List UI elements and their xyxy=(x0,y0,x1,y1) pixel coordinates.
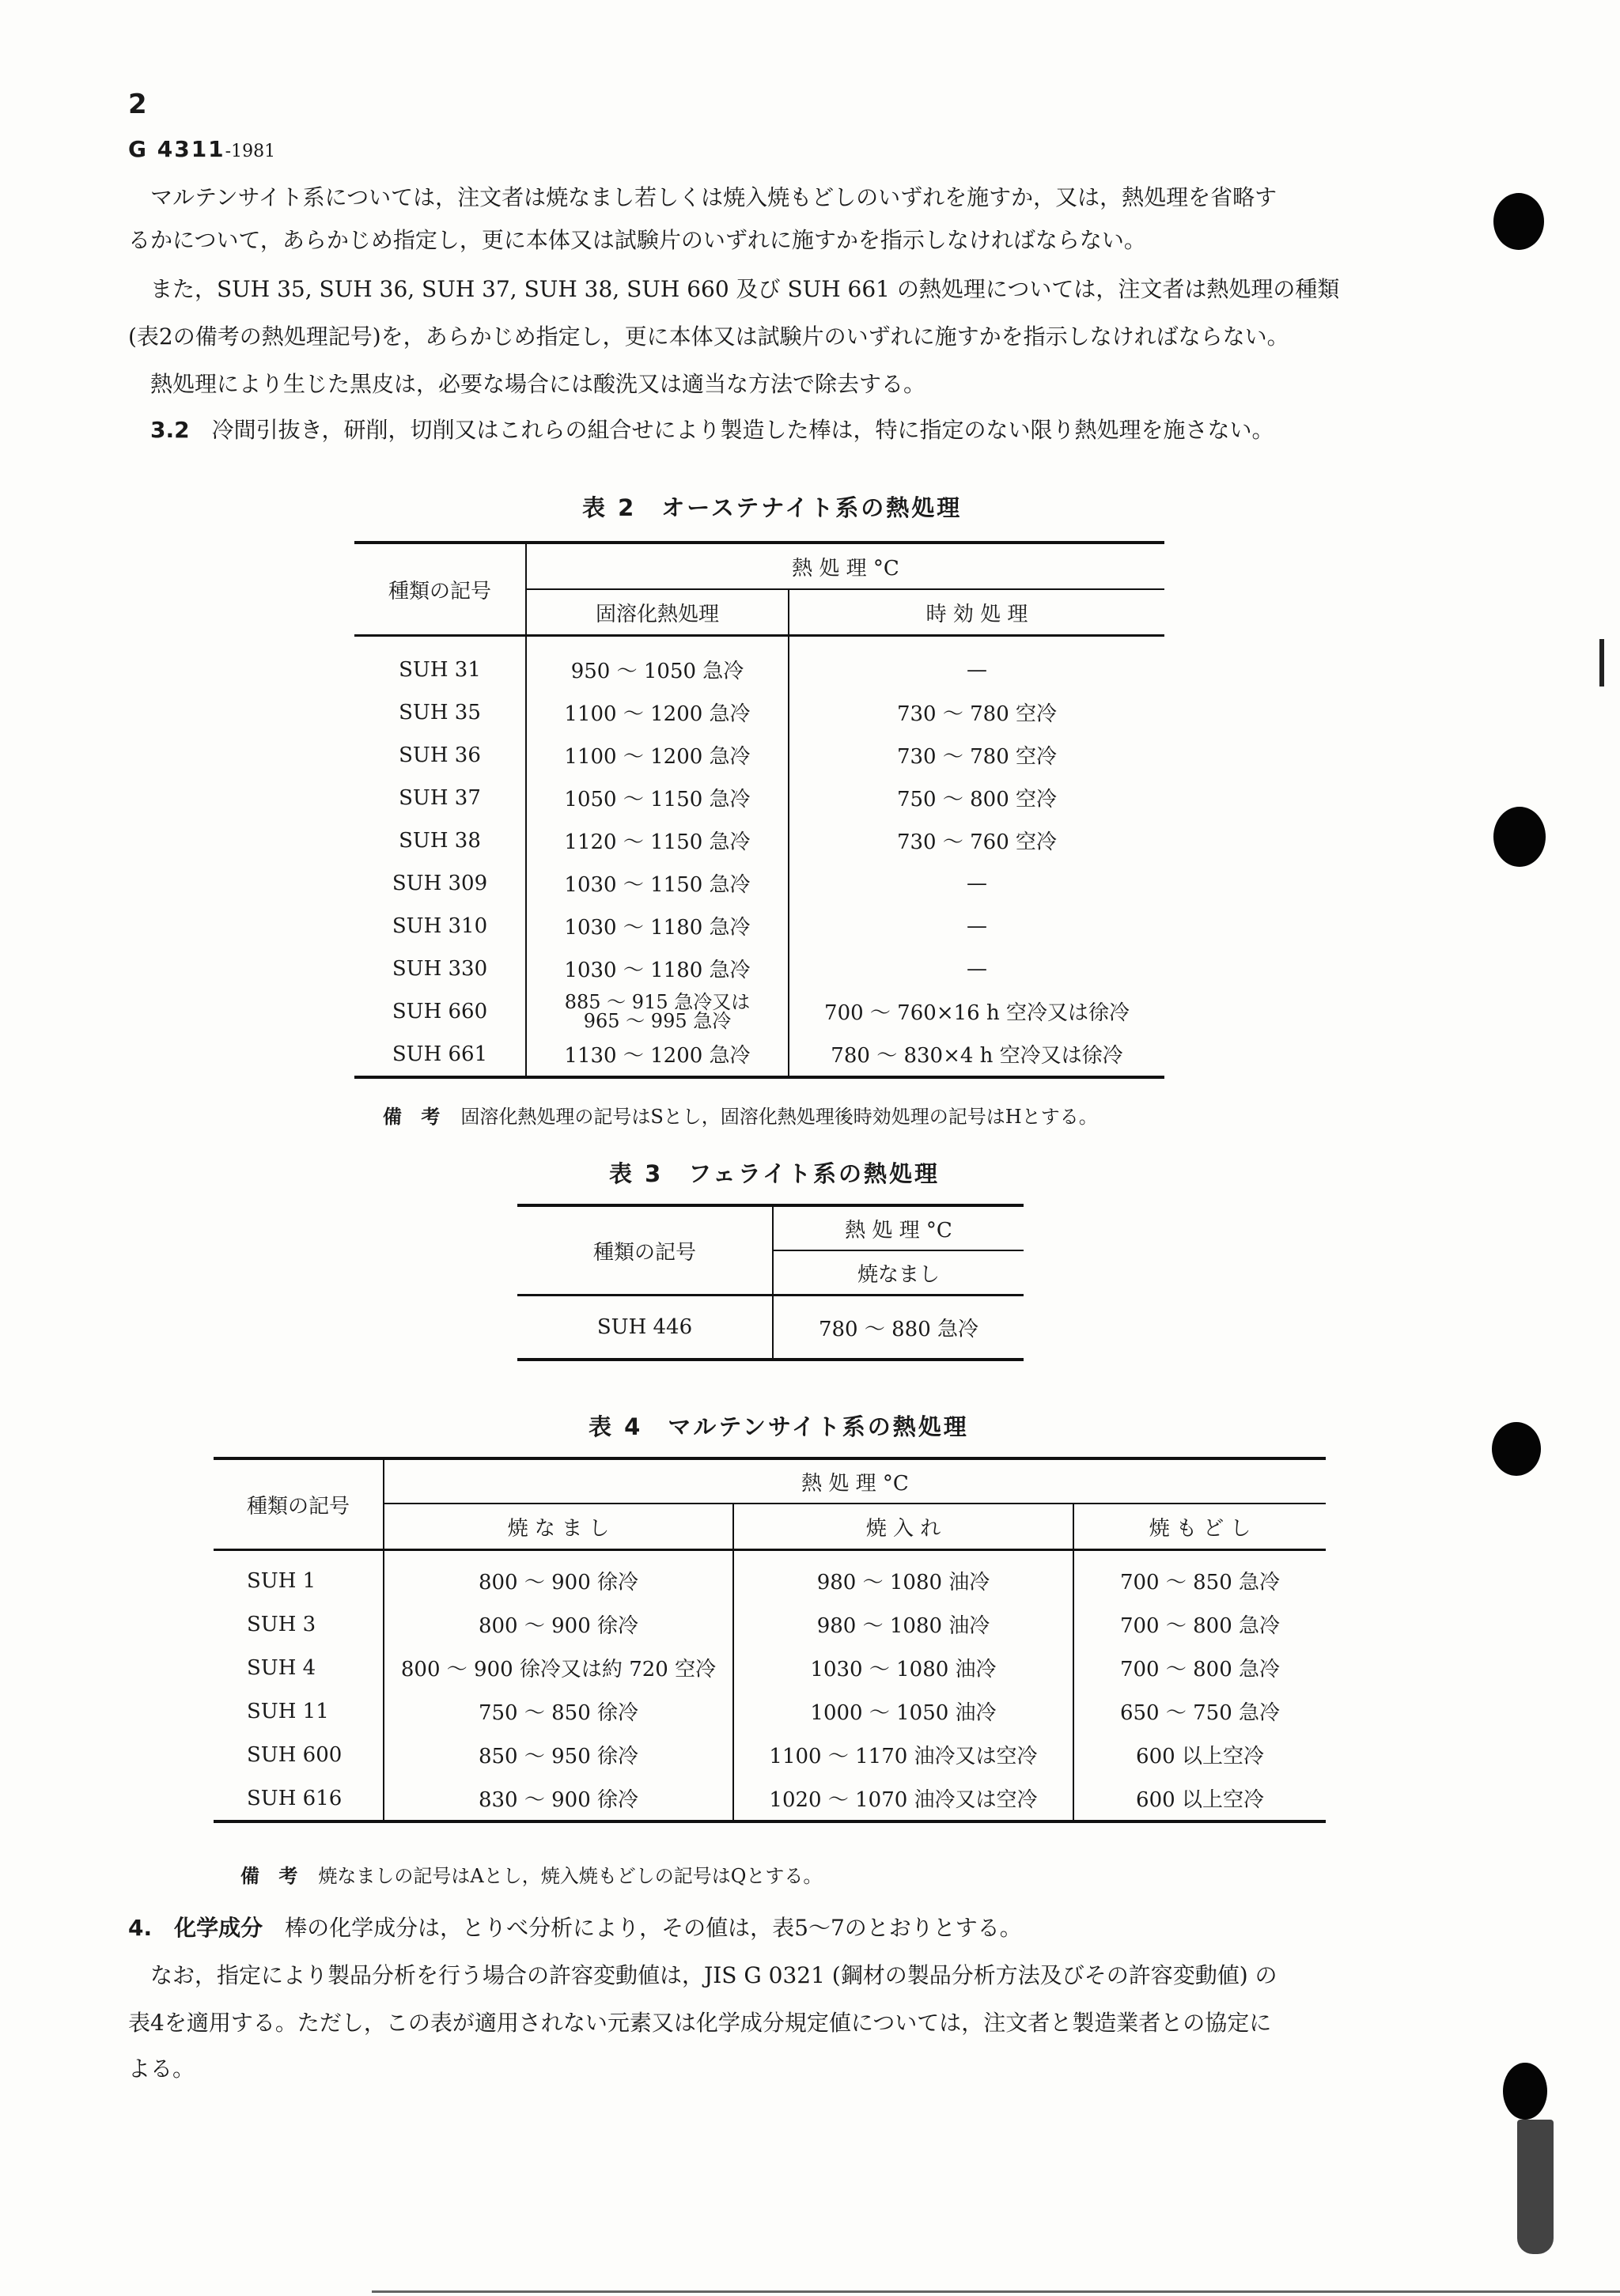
section-4-number: 4. xyxy=(128,1915,153,1941)
paragraph-1-line-2: るかについて，あらかじめ指定し，更に本体又は試験片のいずれに施すかを指示しなければならない。 xyxy=(128,227,1146,253)
table-cell-solution: 1130 ～ 1200 急冷 xyxy=(526,1033,789,1077)
table-cell-aging: 780 ～ 830×4 h 空冷又は徐冷 xyxy=(789,1033,1164,1077)
paragraph-3: 熱処理により生じた黒皮は，必要な場合には酸洗又は適当な方法で除去する。 xyxy=(150,371,926,397)
table-4-note xyxy=(240,1860,822,1888)
table-cell-solution: 950 ～ 1050 急冷 xyxy=(526,649,789,691)
doc-code: G 4311 xyxy=(128,136,225,162)
table-row xyxy=(354,734,1164,777)
table-cell-aging: — xyxy=(967,657,987,682)
table-cell-solution-line-2: 965 ～ 995 急冷 xyxy=(583,1009,732,1032)
table-2 xyxy=(354,541,1164,1079)
table-cell-kind: SUH 600 xyxy=(214,1733,384,1776)
doc-year: -1981 xyxy=(225,142,276,161)
table-4-header-quenching: 焼 入 れ xyxy=(733,1504,1073,1550)
binder-hole-mark xyxy=(1503,2063,1547,2120)
section-3-2-text: 冷間引抜き，研削，切削又はこれらの組合せにより製造した棒は，特に指定のない限り熱処理を施さない。 xyxy=(211,417,1274,443)
table-cell-solution-line-1: 885 ～ 915 急冷又は xyxy=(564,990,751,1013)
table-2-header-kind: 種類の記号 xyxy=(354,543,526,636)
table-3-caption: 表 3 フェライト系の熱処理 xyxy=(609,1160,940,1187)
table-cell-aging: — xyxy=(967,913,987,938)
table-4-header-annealing: 焼 な ま し xyxy=(384,1504,733,1550)
table-row xyxy=(214,1776,1326,1821)
table-cell-tempering: 700 ～ 800 急冷 xyxy=(1119,1614,1281,1638)
table-4-note-text: 焼なましの記号はAとし，焼入焼もどしの記号はQとする。 xyxy=(318,1865,823,1887)
table-row xyxy=(354,862,1164,905)
binder-hole-mark xyxy=(1492,1422,1541,1476)
table-row xyxy=(214,1733,1326,1776)
table-2-header-solution: 固溶化熱処理 xyxy=(526,589,789,636)
table-cell-tempering: 600 以上空冷 xyxy=(1073,1776,1326,1821)
table-4-header-group: 熱 処 理 °C xyxy=(384,1458,1326,1504)
table-cell-kind: SUH 660 xyxy=(354,990,526,1033)
paragraph-2-line-1: また，SUH 35, SUH 36, SUH 37, SUH 38, SUH 660 及び SUH 661 の熱処理については，注文者は熱処理の種類 xyxy=(150,276,1340,302)
table-cell-quenching: 980 ～ 1080 油冷 xyxy=(733,1559,1073,1602)
paragraph-2-line-2: (表2の備考の熱処理記号)を，あらかじめ指定し，更に本体又は試験片のいずれに施すかを指示しなければならない。 xyxy=(128,323,1289,350)
table-cell-solution: 1100 ～ 1200 急冷 xyxy=(526,691,789,734)
section-4-title: 化学成分 xyxy=(174,1915,263,1941)
table-cell-annealing: 750 ～ 850 徐冷 xyxy=(384,1689,733,1733)
table-cell-kind: SUH 330 xyxy=(354,948,526,990)
table-row xyxy=(354,819,1164,862)
table-cell-aging: — xyxy=(967,956,987,981)
scan-bottom-edge xyxy=(372,2290,1620,2293)
table-4 xyxy=(214,1457,1326,1823)
document-code xyxy=(128,136,275,162)
table-cell-aging: 730 ～ 760 空冷 xyxy=(896,830,1058,854)
section-4-line-4: よる。 xyxy=(128,2056,195,2082)
table-cell-kind: SUH 31 xyxy=(354,649,526,691)
table-cell-solution xyxy=(526,990,789,1033)
table-row xyxy=(354,1033,1164,1077)
table-cell-annealing: 850 ～ 950 徐冷 xyxy=(384,1733,733,1776)
table-cell-tempering: 650 ～ 750 急冷 xyxy=(1119,1701,1281,1725)
table-4-header-kind: 種類の記号 xyxy=(214,1458,384,1550)
table-2-note-label: 備 考 xyxy=(383,1105,447,1128)
table-row xyxy=(354,649,1164,691)
table-cell-tempering: 700 ～ 850 急冷 xyxy=(1119,1571,1281,1594)
table-cell-aging: 730 ～ 780 空冷 xyxy=(896,745,1058,769)
table-cell-kind: SUH 310 xyxy=(354,905,526,948)
table-cell-aging: — xyxy=(967,871,987,895)
table-cell-aging: 750 ～ 800 空冷 xyxy=(896,788,1058,811)
table-cell-quenching: 1020 ～ 1070 油冷又は空冷 xyxy=(733,1776,1073,1821)
table-4-header-tempering: 焼 も ど し xyxy=(1073,1504,1326,1550)
table-2-note xyxy=(383,1101,1098,1129)
table-cell-kind: SUH 11 xyxy=(214,1689,384,1733)
table-cell-solution: 1030 ～ 1180 急冷 xyxy=(526,905,789,948)
table-cell-kind: SUH 616 xyxy=(214,1776,384,1821)
table-row xyxy=(354,948,1164,990)
table-cell-tempering: 600 以上空冷 xyxy=(1136,1745,1264,1768)
section-4-line-2: なお，指定により製品分析を行う場合の許容変動値は，JIS G 0321 (鋼材の製品分析方法及びその許容変動値) の xyxy=(150,1962,1277,1988)
table-cell-annealing: 800 ～ 900 徐冷 xyxy=(384,1559,733,1602)
table-row xyxy=(214,1689,1326,1733)
table-cell-quenching: 1100 ～ 1170 油冷又は空冷 xyxy=(733,1733,1073,1776)
section-4-text: 棒の化学成分は，とりべ分析により，その値は，表5～7のとおりとする。 xyxy=(285,1915,1022,1941)
table-cell-quenching: 1030 ～ 1080 油冷 xyxy=(733,1646,1073,1689)
table-cell-kind: SUH 446 xyxy=(517,1296,773,1360)
table-row xyxy=(354,990,1164,1033)
table-cell-kind: SUH 3 xyxy=(214,1602,384,1646)
scan-corner-mark xyxy=(1517,2120,1554,2254)
table-2-header-group: 熱 処 理 °C xyxy=(526,543,1164,589)
scan-edge-mark xyxy=(1599,639,1604,687)
table-3-header-annealing: 焼なまし xyxy=(773,1250,1024,1296)
table-cell-quenching: 1000 ～ 1050 油冷 xyxy=(733,1689,1073,1733)
table-cell-tempering: 700 ～ 800 急冷 xyxy=(1119,1658,1281,1681)
table-3-header-group: 熱 処 理 °C xyxy=(773,1205,1024,1250)
table-3 xyxy=(517,1204,1024,1361)
table-cell-kind: SUH 37 xyxy=(354,777,526,819)
table-cell-solution: 1030 ～ 1150 急冷 xyxy=(526,862,789,905)
table-row xyxy=(214,1602,1326,1646)
section-3-2 xyxy=(128,413,1433,448)
table-cell-solution: 1030 ～ 1180 急冷 xyxy=(526,948,789,990)
table-2-header-aging: 時 効 処 理 xyxy=(789,589,1164,636)
table-cell-annealing: 780 ～ 880 急冷 xyxy=(773,1296,1024,1360)
table-cell-kind: SUH 36 xyxy=(354,734,526,777)
table-cell-kind: SUH 35 xyxy=(354,691,526,734)
section-3-2-number: 3.2 xyxy=(150,417,190,443)
table-cell-annealing: 800 ～ 900 徐冷又は約 720 空冷 xyxy=(384,1646,733,1689)
table-cell-solution: 1120 ～ 1150 急冷 xyxy=(526,819,789,862)
table-cell-aging: 730 ～ 780 空冷 xyxy=(896,702,1058,726)
table-row xyxy=(214,1646,1326,1689)
table-row xyxy=(214,1559,1326,1602)
table-2-caption: 表 2 オーステナイト系の熱処理 xyxy=(582,494,963,521)
binder-hole-mark xyxy=(1493,193,1544,250)
section-4-line-1 xyxy=(128,1911,1433,1946)
table-row xyxy=(517,1296,1024,1360)
table-cell-kind: SUH 661 xyxy=(354,1033,526,1077)
table-3-header-kind: 種類の記号 xyxy=(517,1205,773,1296)
table-cell-solution: 1100 ～ 1200 急冷 xyxy=(526,734,789,777)
table-cell-quenching: 980 ～ 1080 油冷 xyxy=(733,1602,1073,1646)
table-cell-kind: SUH 1 xyxy=(214,1559,384,1602)
paragraph-1-line-1: マルテンサイト系については，注文者は焼なまし若しくは焼入焼もどしのいずれを施すか，又は，熱処理を省略す xyxy=(150,184,1277,210)
table-4-caption: 表 4 マルテンサイト系の熱処理 xyxy=(589,1413,969,1440)
table-cell-kind: SUH 4 xyxy=(214,1646,384,1689)
table-cell-solution: 1050 ～ 1150 急冷 xyxy=(526,777,789,819)
table-row xyxy=(354,777,1164,819)
table-cell-kind: SUH 38 xyxy=(354,819,526,862)
table-row xyxy=(354,905,1164,948)
table-2-note-text: 固溶化熱処理の記号はSとし，固溶化熱処理後時効処理の記号はHとする。 xyxy=(460,1106,1098,1128)
table-row xyxy=(354,691,1164,734)
table-cell-annealing: 830 ～ 900 徐冷 xyxy=(384,1776,733,1821)
binder-hole-mark xyxy=(1493,807,1546,867)
table-4-note-label: 備 考 xyxy=(240,1864,305,1887)
table-cell-annealing: 800 ～ 900 徐冷 xyxy=(384,1602,733,1646)
page-number: 2 xyxy=(128,89,147,120)
table-cell-kind: SUH 309 xyxy=(354,862,526,905)
table-cell-aging: 700 ～ 760×16 h 空冷又は徐冷 xyxy=(824,1001,1130,1025)
section-4-line-3: 表4を適用する。ただし，この表が適用されない元素又は化学成分規定値については，注文者と製造業者との協定に xyxy=(128,2010,1272,2036)
